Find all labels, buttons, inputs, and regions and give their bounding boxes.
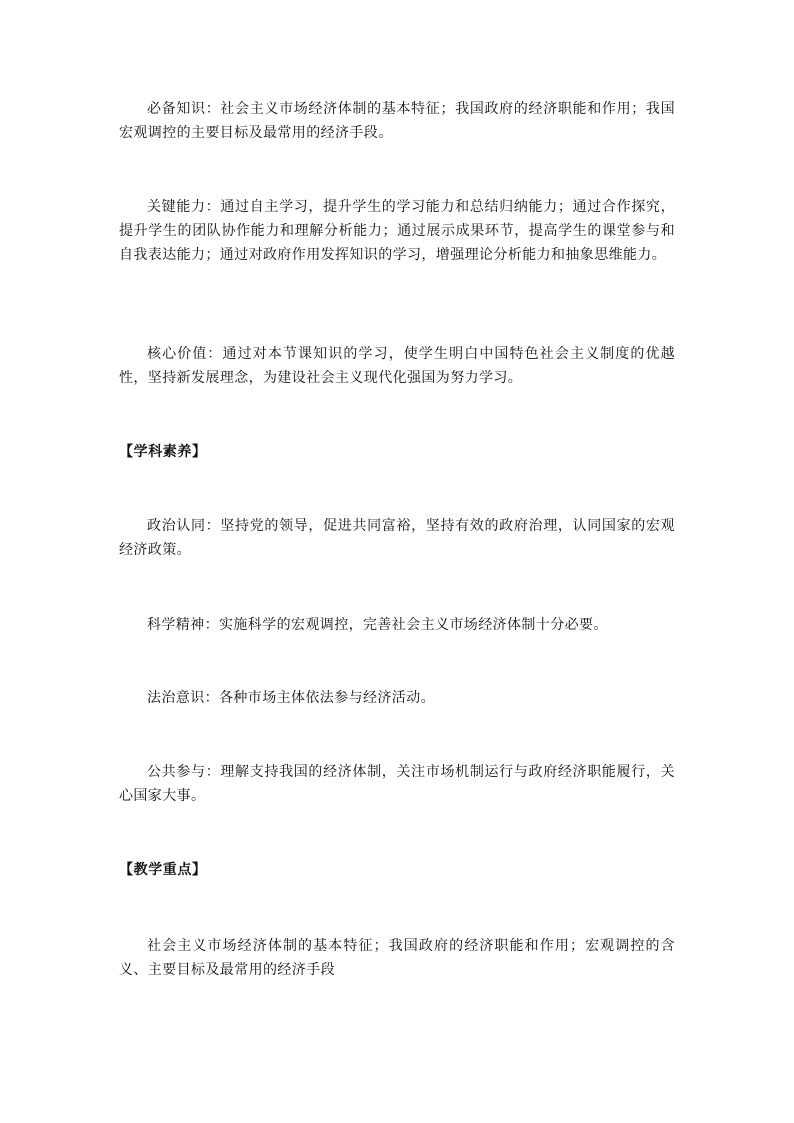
- rule-of-law-paragraph: 法治意识：各种市场主体依法参与经济活动。: [147, 690, 435, 706]
- scientific-spirit-paragraph: 科学精神：实施科学的宏观调控，完善社会主义市场经济体制十分必要。: [147, 617, 608, 633]
- teaching-focus-paragraph: 社会主义市场经济体制的基本特征；我国政府的经济职能和作用；宏观调控的含义、主要目标及最常用的经济手段: [119, 938, 675, 978]
- subject-literacy-heading: 【学科素养】: [119, 444, 207, 460]
- key-ability-paragraph: 关键能力：通过自主学习，提升学生的学习能力和总结归纳能力；通过合作探究，提升学生的团队协作能力和理解分析能力；通过展示成果环节，提高学生的课堂参与和自我表达能力；通过对政府作用发挥知识的学习，增强理论分析能力和抽象思维能力。: [119, 199, 675, 263]
- public-participation-paragraph: 公共参与：理解支持我国的经济体制，关注市场机制运行与政府经济职能履行，关心国家大事。: [119, 764, 675, 804]
- core-value-paragraph: 核心价值：通过对本节课知识的学习，使学生明白中国特色社会主义制度的优越性，坚持新发展理念，为建设社会主义现代化强国为努力学习。: [119, 346, 675, 386]
- teaching-focus-heading: 【教学重点】: [119, 862, 207, 878]
- essential-knowledge-paragraph: 必备知识：社会主义市场经济体制的基本特征；我国政府的经济职能和作用；我国宏观调控的主要目标及最常用的经济手段。: [119, 101, 675, 141]
- political-identity-paragraph: 政治认同：坚持党的领导，促进共同富裕，坚持有效的政府治理，认同国家的宏观经济政策。: [119, 518, 675, 558]
